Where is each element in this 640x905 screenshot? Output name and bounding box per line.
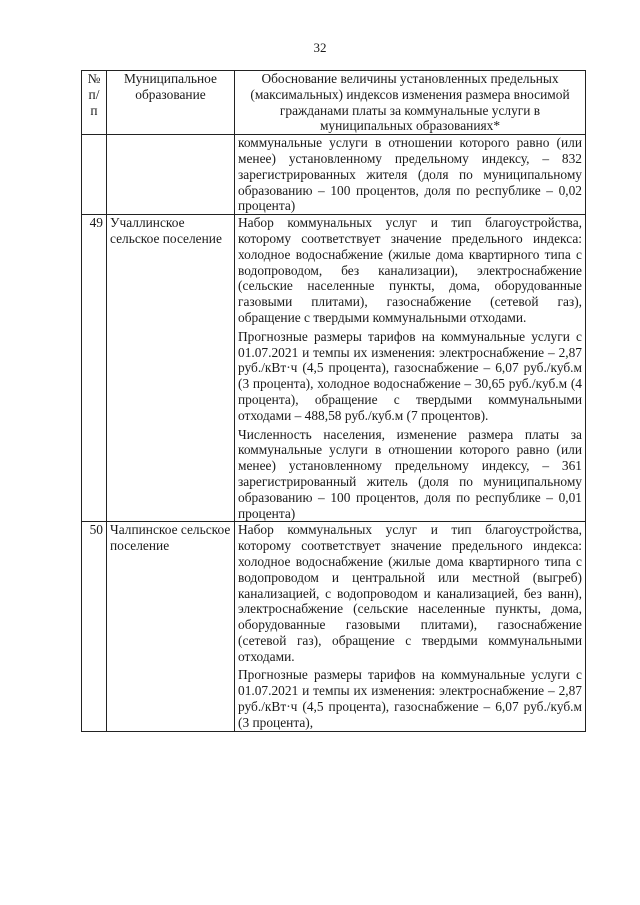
table-row	[82, 215, 586, 522]
row-justification	[235, 135, 586, 215]
table-row	[82, 522, 586, 731]
justification-paragraph: Прогнозные размеры тарифов на коммунальные услуги с 01.07.2021 и темпы их изменения: электроснабжение – 2,87 руб./кВт·ч (4,5 процента), газоснабжение – 6,07 руб./куб.м (3 процента), холодное водоснабжение – 30,65 руб./куб.м (4 процента), обращение с твердыми коммунальными отходами – 488,58 руб./куб.м (7 процентов).	[238, 328, 582, 423]
table-body	[82, 135, 586, 731]
tariff-index-table	[81, 70, 586, 732]
justification-paragraph: Численность населения, изменение размера платы за коммунальные услуги в отношении которого равно (или менее) установленному предельному индексу, – 361 зарегистрированный житель (доля по муниципальному образованию – 100 процентов, доля по республике – 0,01 процента)	[238, 426, 582, 521]
header-justification: Обоснование величины установленных предельных (максимальных) индексов изменения размера вносимой гражданами платы за коммунальные услуги в муниципальных образованиях*	[235, 71, 586, 135]
row-municipality: Чалпинское сельское поселение	[107, 522, 235, 731]
row-number	[82, 135, 107, 215]
row-number: 49	[82, 215, 107, 522]
justification-paragraph: Прогнозные размеры тарифов на коммунальные услуги с 01.07.2021 и темпы их изменения: электроснабжение – 2,87 руб./кВт·ч (4,5 процента), газоснабжение – 6,07 руб./куб.м (3 процента),	[238, 667, 582, 730]
justification-paragraph: Набор коммунальных услуг и тип благоустройства, которому соответствует значение предельного индекса: холодное водоснабжение (жилые дома квартирного типа с водопроводом и центральной или местной (выгреб) канализацией, с водопроводом и канализацией, без ванн), электроснабжение (сельские населенные пункты, дома, оборудованные газовыми плитами), газоснабжение (сетевой газ), обращение с твердыми коммунальными отходами.	[238, 522, 582, 664]
row-municipality	[107, 135, 235, 215]
justification-paragraph: коммунальные услуги в отношении которого равно (или менее) установленному предельному индексу, – 832 зарегистрированных жителя (доля по муниципальному образованию – 100 процентов, доля по республике – 0,02 процента)	[238, 135, 582, 214]
table-row	[82, 135, 586, 215]
table-header-row	[82, 71, 586, 135]
row-number: 50	[82, 522, 107, 731]
row-justification	[235, 215, 586, 522]
row-justification	[235, 522, 586, 731]
header-num: № п/п	[82, 71, 107, 135]
row-municipality: Учаллинское сельское поселение	[107, 215, 235, 522]
page-number: 32	[313, 40, 327, 55]
header-municipality: Муниципальное образование	[107, 71, 235, 135]
justification-paragraph: Набор коммунальных услуг и тип благоустройства, которому соответствует значение предельного индекса: холодное водоснабжение (жилые дома квартирного типа с водопроводом, без канализации), электроснабжение (сельские населенные пункты, дома, оборудованные газовыми плитами), газоснабжение (сетевой газ), обращение с твердыми коммунальными отходами.	[238, 215, 582, 325]
